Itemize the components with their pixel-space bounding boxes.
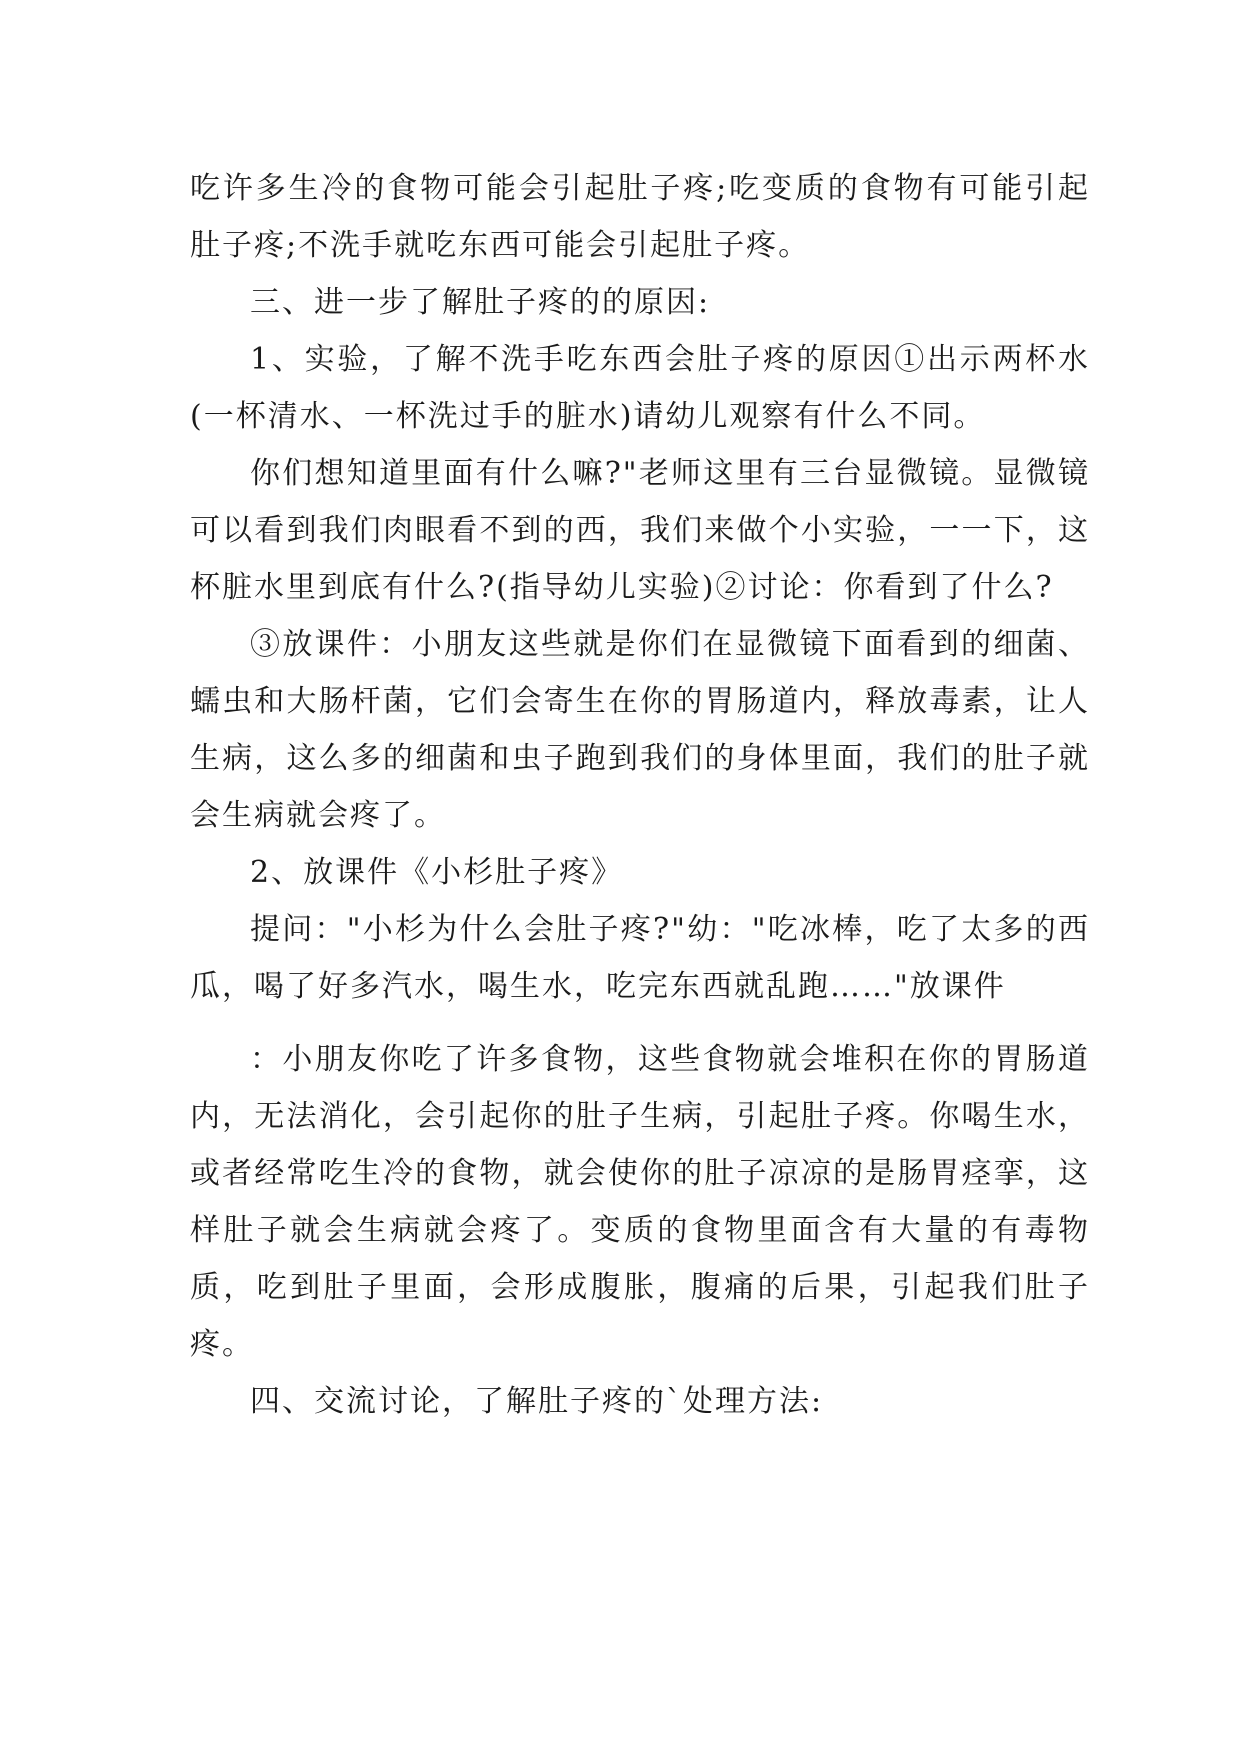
paragraph-5: ③放课件：小朋友这些就是你们在显微镜下面看到的细菌、蠕虫和大肠杆菌，它们会寄生在你的胃肠道内，释放毒素，让人生病，这么多的细菌和虫子跑到我们的身体里面，我们的肚子就会生病就会疼了。 [190, 627, 1090, 833]
paragraph-4: 你们想知道里面有什么嘛?"老师这里有三台显微镜。显微镜可以看到我们肉眼看不到的西，我们来做个小实验，一一下，这杯脏水里到底有什么?(指导幼儿实验)②讨论：你看到了什么? [190, 456, 1090, 605]
document-page [190, 160, 1090, 1430]
paragraph-7: 提问："小杉为什么会肚子疼?"幼："吃冰棒，吃了太多的西瓜，喝了好多汽水，喝生水，吃完东西就乱跑……"放课件 [190, 912, 1090, 1004]
paragraph-1: 吃许多生冷的食物可能会引起肚子疼;吃变质的食物有可能引起肚子疼;不洗手就吃东西可能会引起肚子疼。 [190, 171, 1090, 263]
paragraph-9: 四、交流讨论，了解肚子疼的`处理方法: [250, 1384, 824, 1419]
paragraph-2: 三、进一步了解肚子疼的的原因: [250, 285, 711, 320]
paragraph-8: ：小朋友你吃了许多食物，这些食物就会堆积在你的胃肠道内，无法消化，会引起你的肚子生病，引起肚子疼。你喝生水，或者经常吃生冷的食物，就会使你的肚子凉凉的是肠胃痉挛，这样肚子就会生病就会疼了。变质的食物里面含有大量的有毒物质，吃到肚子里面，会形成腹胀，腹痛的后果，引起我们肚子疼。 [190, 1042, 1090, 1362]
paragraph-3: 1、实验，了解不洗手吃东西会肚子疼的原因①出示两杯水(一杯清水、一杯洗过手的脏水)请幼儿观察有什么不同。 [190, 342, 1090, 434]
paragraph-6: 2、放课件《小杉肚子疼》 [250, 855, 624, 890]
